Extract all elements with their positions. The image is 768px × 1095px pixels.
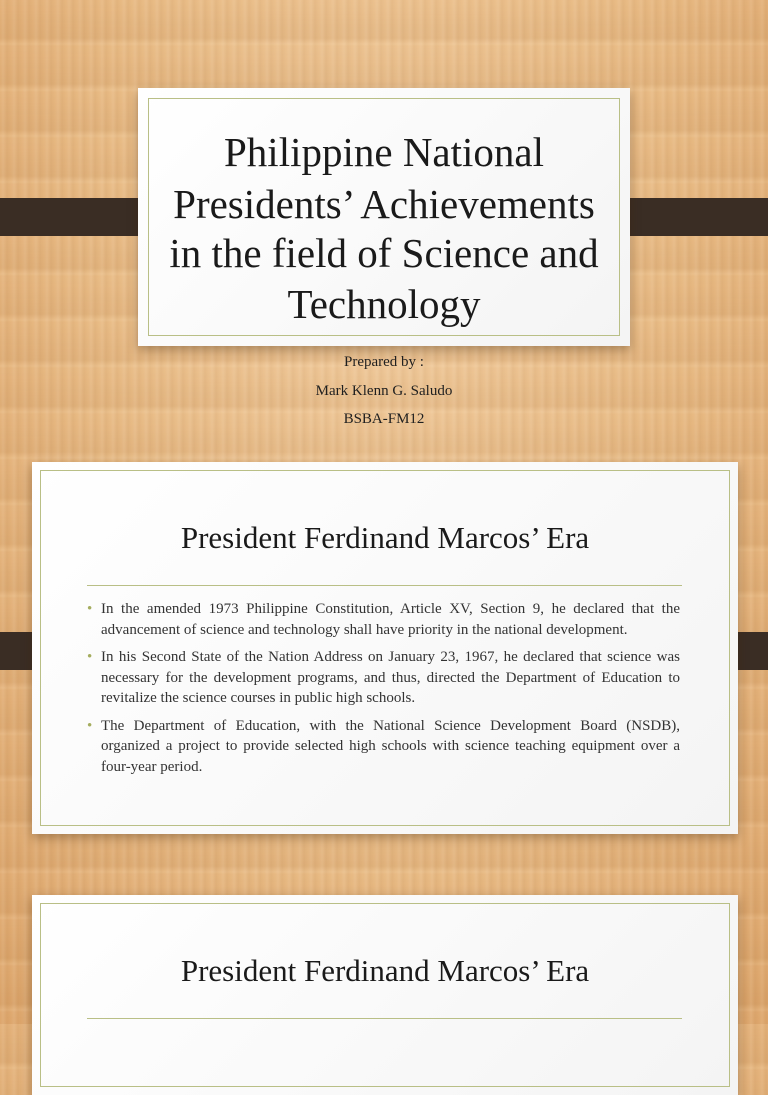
title-band-left <box>0 198 156 236</box>
bullet-text: In the amended 1973 Philippine Constitution, Article XV, Section 9, he declared that the advancement of science and technology shall have priority in the national development. <box>101 601 680 638</box>
bullet-text: The Department of Education, with the National Science Development Board (NSDB), organized a project to provide selected high schools with science teaching equipment over a four-year period. <box>101 717 680 775</box>
slide-three-card <box>32 895 738 1095</box>
title-line-3: in the field of Science and <box>169 230 599 276</box>
course-code: BSBA-FM12 <box>343 411 425 427</box>
slide-two-rule <box>87 585 682 586</box>
title-line-2: Presidents’ Achievements <box>173 181 595 227</box>
list-item <box>87 599 680 640</box>
title-line-1: Philippine National <box>224 129 544 175</box>
list-item <box>87 716 680 778</box>
author-name: Mark Klenn G. Saludo <box>315 383 453 399</box>
slide-two-card <box>32 462 738 834</box>
slide-two-heading: President Ferdinand Marcos’ Era <box>180 520 590 555</box>
bullet-icon: • <box>87 717 93 734</box>
list-item <box>87 647 680 709</box>
slide-three-frame <box>40 903 730 1087</box>
slide-two-bullet-list <box>87 599 680 784</box>
title-card <box>138 88 630 346</box>
bullet-icon: • <box>87 601 93 617</box>
title-band-right <box>612 198 768 236</box>
bullet-icon: • <box>87 649 93 665</box>
slide-three-rule <box>87 1018 682 1019</box>
prepared-by-label: Prepared by : <box>344 354 424 370</box>
bullet-text: In his Second State of the Nation Address on January 23, 1967, he declared that science was necessary for the development programs, and thus, directed the Department of Education to revitalize the science courses in public high schools. <box>101 649 680 706</box>
title-line-4: Technology <box>287 281 481 327</box>
slide-three-heading: President Ferdinand Marcos’ Era <box>180 953 590 988</box>
